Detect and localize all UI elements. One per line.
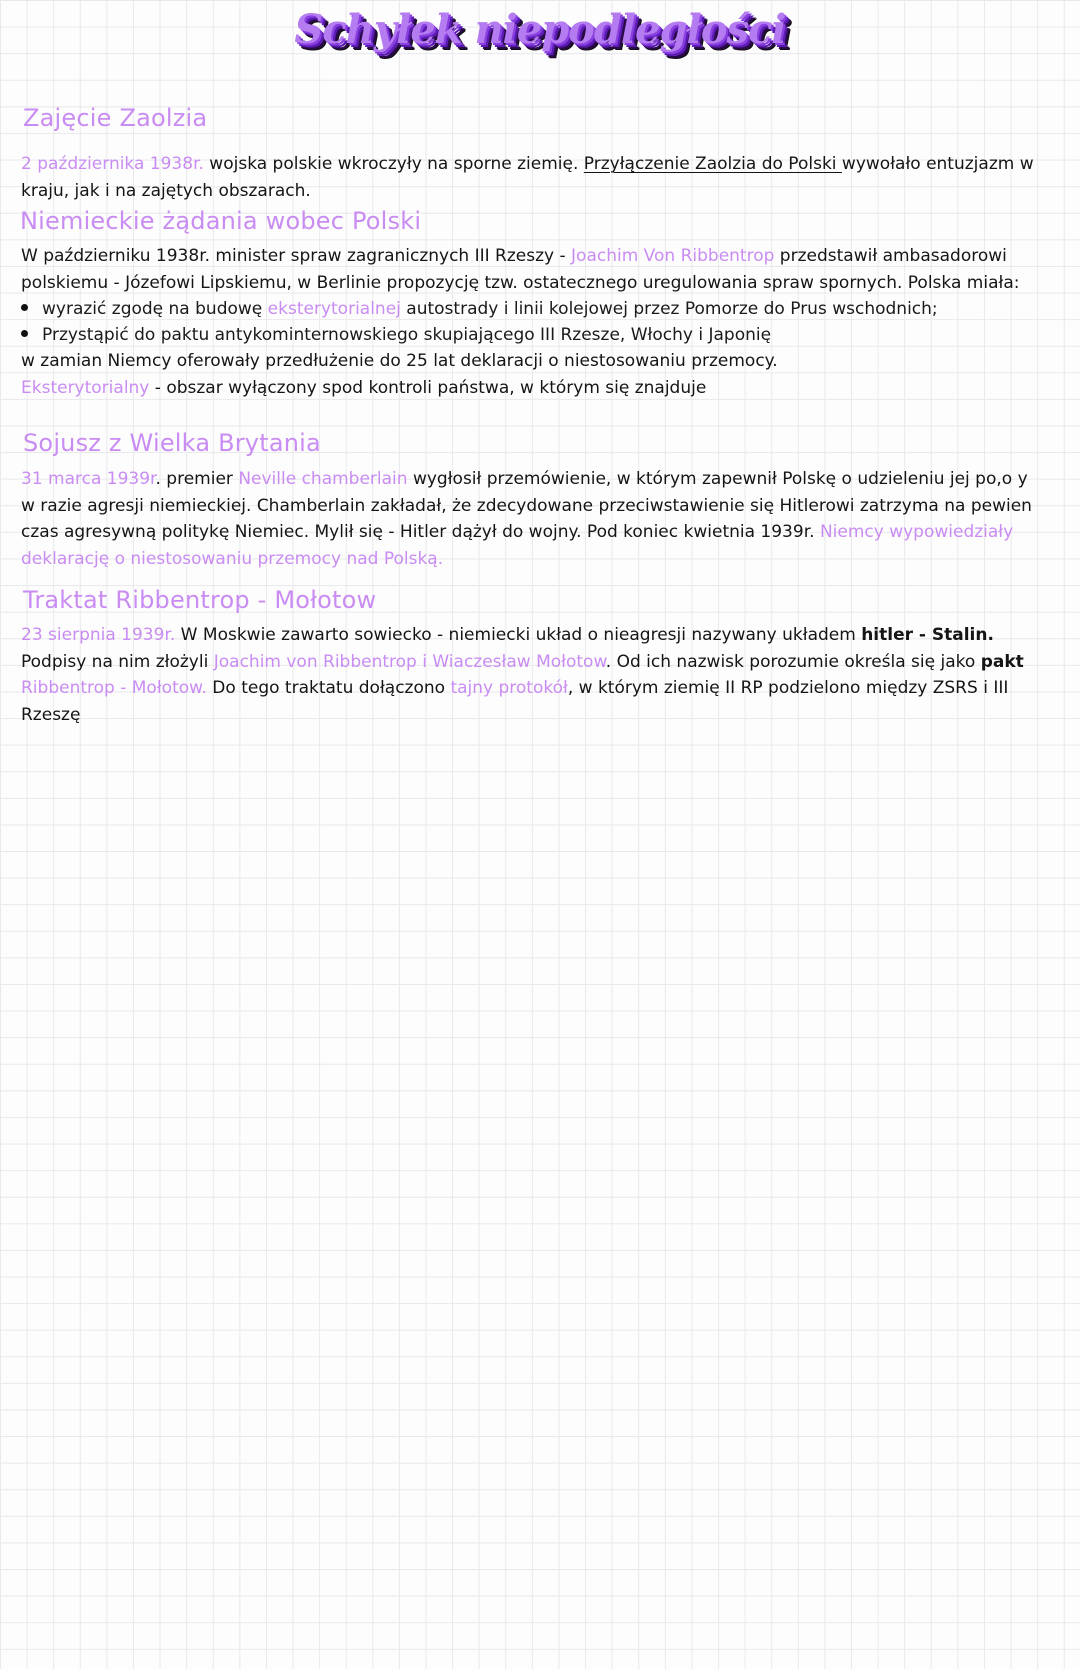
date-text: 23 sierpnia 1939r. — [21, 625, 176, 645]
highlight-pact: Ribbentrop - Mołotow. — [21, 678, 207, 699]
highlight-name: Neville chamberlain — [238, 469, 408, 489]
body-text: polskiemu - Józefowi Lipskiemu, w Berlinie propozycję tzw. ostatecznego uregulowania spraw spornych. Polska miała: — [21, 272, 1020, 293]
highlight-term: eksterytorialnej — [267, 299, 401, 319]
body-text: przedstawił ambasadorowi — [774, 246, 1007, 266]
body-text: Do tego traktatu dołączono — [206, 678, 451, 699]
body-text: , w którym ziemię II RP podzielono między ZSRS i III — [567, 678, 1009, 699]
highlight-protocol: tajny protokół — [450, 678, 568, 699]
highlight-text: deklarację o niestosowaniu przemocy nad Polską. — [21, 548, 444, 569]
highlight-name: Joachim Von Ribbentrop — [571, 246, 775, 266]
definition-line — [21, 375, 1061, 402]
paragraph-demands-end — [21, 348, 1061, 401]
paragraph-treaty — [21, 622, 1061, 728]
paragraph-alliance — [21, 466, 1061, 572]
paragraph-line — [21, 622, 1061, 649]
bold-text: pakt — [980, 651, 1024, 672]
paragraph-zaolzie — [21, 151, 1061, 204]
definition-term: Eksterytorialny — [21, 377, 150, 398]
heading-demands: Niemieckie żądania wobec Polski — [20, 207, 422, 235]
bold-text: hitler - Stalin. — [861, 625, 994, 645]
body-text: autostrady i linii kolejowej przez Pomorze do Prus wschodnich; — [400, 299, 938, 319]
paragraph-line — [21, 243, 1061, 270]
body-text: . Od ich nazwisk porozumie określa się jako — [605, 651, 981, 672]
body-text: kraju, jak i na zajętych obszarach. — [21, 180, 311, 201]
body-text: w razie agresji niemieckiej. Chamberlain zakładał, że zdecydowane przeciwstawienie się Hitlerowi zatrzyma na pewien — [21, 495, 1032, 516]
underlined-text: Przyłączenie Zaolzia do Polski — [583, 154, 842, 174]
definition-text: - obszar wyłączony spod kontroli państwa, w którym się znajduje — [149, 377, 707, 398]
highlight-text: Niemcy wypowiedziały — [819, 522, 1014, 543]
bullet-icon — [21, 330, 28, 337]
paragraph-line — [21, 151, 1061, 178]
page-title: Schyłek niepodległości — [294, 6, 786, 53]
body-text: wygłosił przemówienie, w którym zapewnił Polskę o udzieleniu jej po,o y — [407, 469, 1028, 489]
body-text: . premier — [155, 469, 239, 489]
date-text: 2 października 1938r. — [21, 154, 204, 174]
bullet-icon — [21, 304, 28, 311]
paragraph-line — [21, 519, 1061, 546]
paragraph-line — [21, 466, 1061, 493]
heading-treaty: Traktat Ribbentrop - Mołotow — [23, 586, 377, 614]
paragraph-demands — [21, 243, 1061, 296]
body-text: Przystąpić do paktu antykominternowskiego skupiającego III Rzesze, Włochy i Japonię — [42, 325, 772, 345]
body-text: w zamian Niemcy oferowały przedłużenie do 25 lat deklaracji o niestosowaniu przemocy. — [21, 351, 778, 371]
paragraph-line — [21, 675, 1061, 702]
body-text: czas agresywną politykę Niemiec. Mylił się - Hitler dążył do wojny. Pod koniec kwietnia 1939r. — [21, 522, 820, 543]
paragraph-line — [21, 649, 1061, 676]
body-text: W październiku 1938r. minister spraw zagranicznych III Rzeszy - — [21, 246, 572, 266]
body-text: Podpisy na nim złożyli — [21, 651, 214, 672]
body-text: wojska polskie wkroczyły na sporne ziemię. — [203, 154, 584, 174]
list-item — [21, 296, 938, 323]
heading-zaolzie: Zajęcie Zaolzia — [23, 104, 208, 132]
list-item — [21, 322, 771, 349]
highlight-names: Joachim von Ribbentrop i Wiaczesław Mołotow — [213, 651, 606, 672]
body-text: wyrazić zgodę na budowę — [42, 299, 268, 319]
date-text: 31 marca 1939r — [21, 469, 156, 489]
body-text: W Moskwie zawarto sowiecko - niemiecki układ o nieagresji nazywany układem — [175, 625, 862, 645]
body-text: wywołało entuzjazm w — [841, 154, 1034, 174]
heading-alliance: Sojusz z Wielka Brytania — [23, 429, 321, 457]
body-text: Rzeszę — [21, 704, 81, 725]
